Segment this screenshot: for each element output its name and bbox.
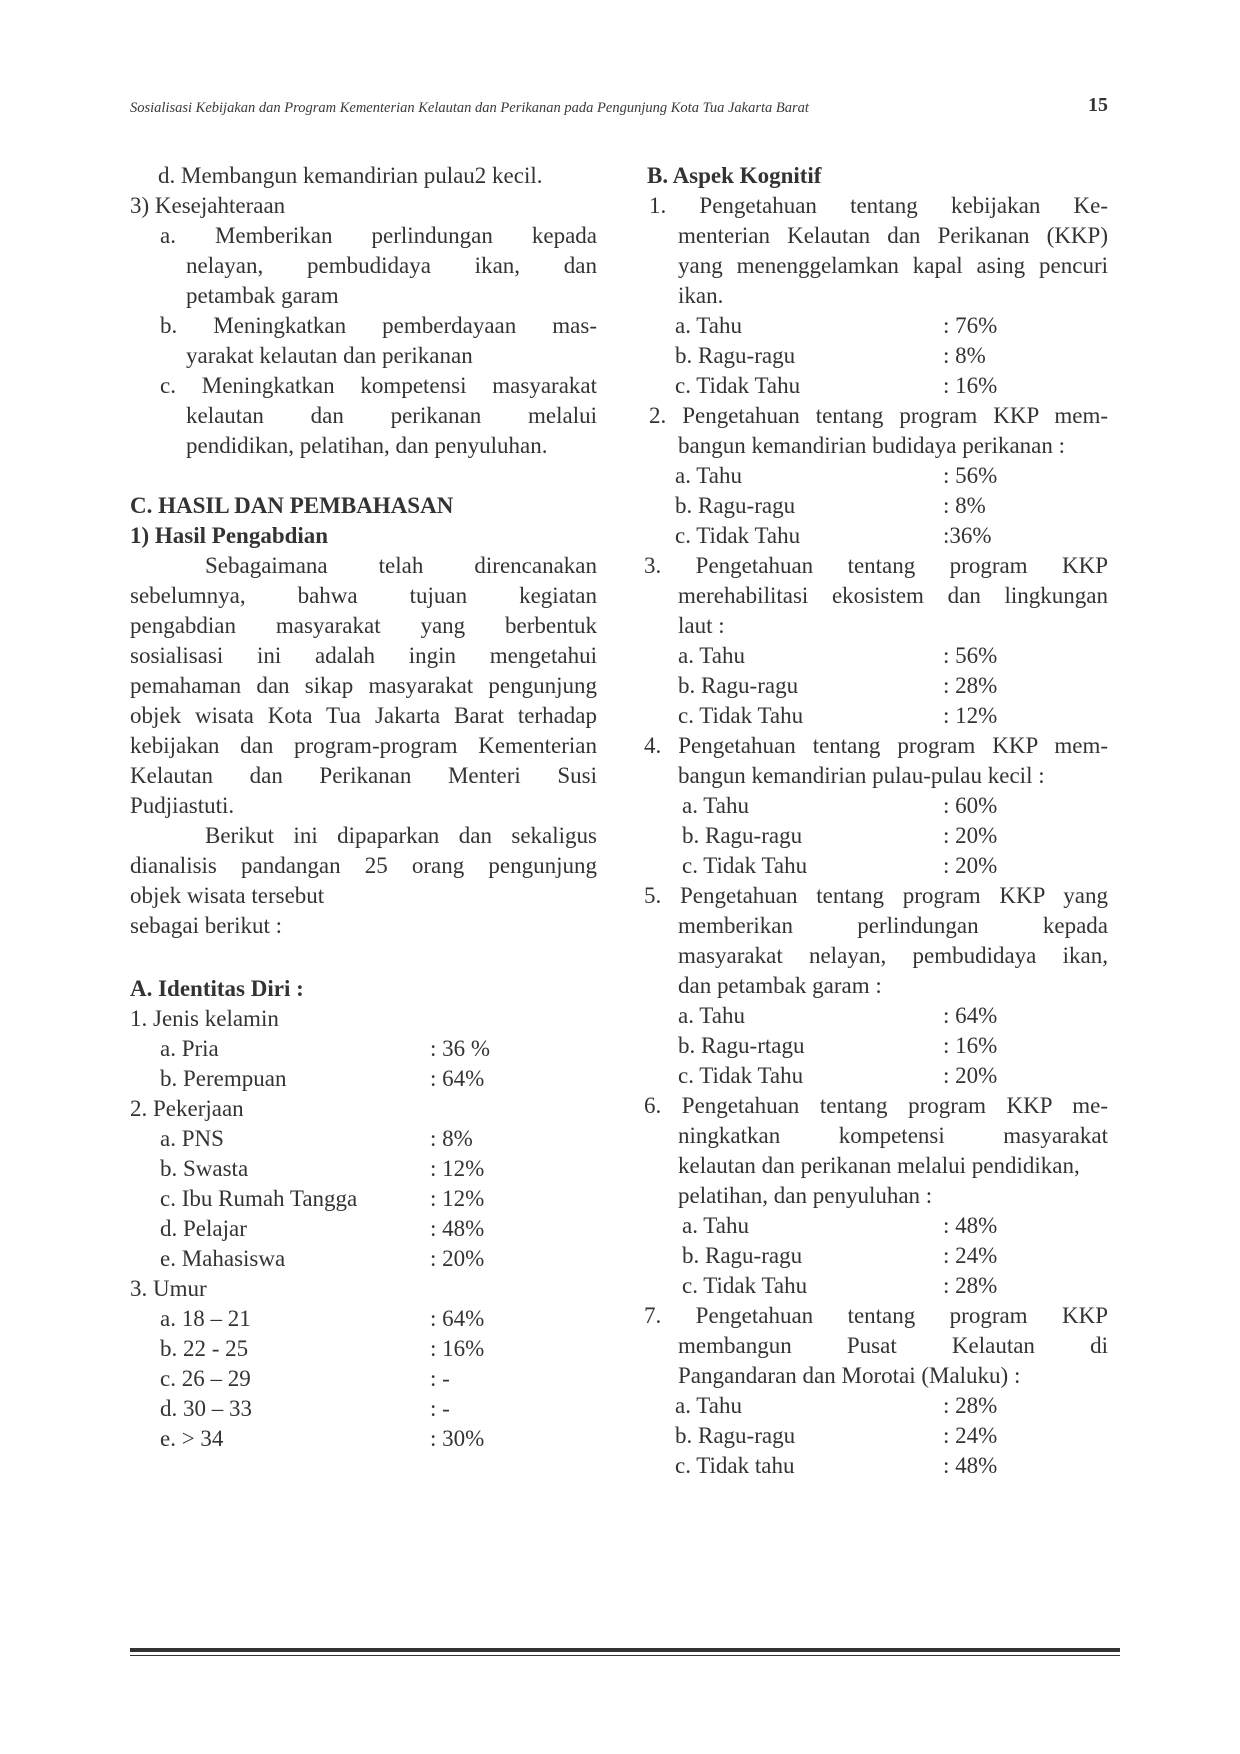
- answer-label: b. Ragu-ragu: [675, 493, 796, 518]
- list-item: b. Meningkatkan pemberdayaan mas-: [160, 313, 597, 338]
- question-line: kelautan dan perikanan melalui pendidikan,: [678, 1153, 1080, 1178]
- list-item-label: b. Swasta: [160, 1156, 249, 1181]
- question-line: menterian Kelautan dan Perikanan (KKP): [678, 223, 1108, 248]
- answer-value: : 20%: [943, 853, 998, 878]
- answer-label: a. Tahu: [678, 1003, 745, 1028]
- list-item-value: : 64%: [430, 1066, 485, 1091]
- list-item-value: : -: [430, 1396, 450, 1421]
- list-item-label: a. 18 – 21: [160, 1306, 251, 1331]
- answer-label: c. Tidak Tahu: [678, 703, 804, 728]
- answer-label: a. Tahu: [675, 1393, 742, 1418]
- answer-label: c. Tidak tahu: [675, 1453, 795, 1478]
- answer-value: : 64%: [943, 1003, 998, 1028]
- question-line: 2. Pengetahuan tentang program KKP mem-: [649, 403, 1108, 428]
- answer-value: : 56%: [943, 643, 998, 668]
- paragraph-line: pemahaman dan sikap masyarakat pengunjung: [130, 673, 597, 698]
- question-line: dan petambak garam :: [678, 973, 882, 998]
- question-line: 3. Pengetahuan tentang program KKP: [644, 553, 1108, 578]
- question-line: laut :: [678, 613, 725, 638]
- answer-label: a. Tahu: [675, 313, 742, 338]
- answer-label: a. Tahu: [675, 463, 742, 488]
- paragraph-line: objek wisata tersebut: [130, 883, 325, 908]
- footer-rule: [130, 1648, 1120, 1652]
- list-heading: 3) Kesejahteraan: [130, 193, 286, 218]
- answer-label: c. Tidak Tahu: [675, 523, 801, 548]
- list-item-value: : 48%: [430, 1216, 485, 1241]
- list-item-continued: kelautan dan perikanan melalui: [186, 403, 597, 428]
- answer-label: c. Tidak Tahu: [682, 853, 808, 878]
- list-heading: 3. Umur: [130, 1276, 207, 1301]
- list-item-label: d. 30 – 33: [160, 1396, 252, 1421]
- paragraph-line: sosialisasi ini adalah ingin mengetahui: [130, 643, 597, 668]
- question-line: memberikan perlindungan kepada: [678, 913, 1108, 938]
- answer-value: : 16%: [943, 373, 998, 398]
- question-line: ikan.: [678, 283, 724, 308]
- list-item-label: e. Mahasiswa: [160, 1246, 286, 1271]
- answer-value: :36%: [943, 523, 992, 548]
- question-line: 6. Pengetahuan tentang program KKP me-: [644, 1093, 1108, 1118]
- question-line: pelatihan, dan penyuluhan :: [678, 1183, 933, 1208]
- answer-value: : 48%: [943, 1453, 998, 1478]
- answer-value: : 8%: [943, 343, 986, 368]
- answer-label: b. Ragu-ragu: [675, 1423, 796, 1448]
- paragraph-line: objek wisata Kota Tua Jakarta Barat terhadap: [130, 703, 597, 728]
- list-item-value: : 20%: [430, 1246, 485, 1271]
- running-header: Sosialisasi Kebijakan dan Program Kementerian Kelautan dan Perikanan pada Pengunjung Kota Tua Jakarta Barat: [130, 100, 809, 116]
- list-item-label: c. Ibu Rumah Tangga: [160, 1186, 358, 1211]
- answer-value: : 20%: [943, 823, 998, 848]
- list-item-value: : 12%: [430, 1186, 485, 1211]
- answer-label: b. Ragu-ragu: [678, 673, 799, 698]
- section-heading: C. HASIL DAN PEMBAHASAN: [130, 493, 454, 518]
- answer-value: : 28%: [943, 673, 998, 698]
- list-item-label: b. 22 - 25: [160, 1336, 249, 1361]
- list-item-label: a. PNS: [160, 1126, 224, 1151]
- list-item-value: : 64%: [430, 1306, 485, 1331]
- answer-label: c. Tidak Tahu: [675, 373, 801, 398]
- answer-value: : 76%: [943, 313, 998, 338]
- answer-label: b. Ragu-rtagu: [678, 1033, 805, 1058]
- list-item-label: e. > 34: [160, 1426, 224, 1451]
- answer-label: b. Ragu-ragu: [682, 823, 803, 848]
- paragraph-line: pengabdian masyarakat yang berbentuk: [130, 613, 597, 638]
- answer-label: b. Ragu-ragu: [682, 1243, 803, 1268]
- answer-label: b. Ragu-ragu: [675, 343, 796, 368]
- question-line: Pangandaran dan Morotai (Maluku) :: [678, 1363, 1021, 1388]
- answer-value: : 24%: [943, 1423, 998, 1448]
- answer-value: : 24%: [943, 1243, 998, 1268]
- list-item-value: : 8%: [430, 1126, 473, 1151]
- question-line: membangun Pusat Kelautan di: [678, 1333, 1108, 1358]
- paragraph-line: Berikut ini dipaparkan dan sekaligus: [205, 823, 597, 848]
- list-heading: 1. Jenis kelamin: [130, 1006, 279, 1031]
- list-item-label: c. 26 – 29: [160, 1366, 251, 1391]
- answer-label: c. Tidak Tahu: [678, 1063, 804, 1088]
- answer-value: : 28%: [943, 1393, 998, 1418]
- list-item-continued: nelayan, pembudidaya ikan, dan: [186, 253, 597, 278]
- list-item-value: : 16%: [430, 1336, 485, 1361]
- answer-value: : 28%: [943, 1273, 998, 1298]
- section-heading: B. Aspek Kognitif: [647, 163, 822, 188]
- answer-value: : 8%: [943, 493, 986, 518]
- answer-label: a. Tahu: [678, 643, 745, 668]
- subsection-heading: 1) Hasil Pengabdian: [130, 523, 329, 548]
- question-line: bangun kemandirian budidaya perikanan :: [678, 433, 1066, 458]
- paragraph-line: kebijakan dan program-program Kementerian: [130, 733, 597, 758]
- answer-value: : 56%: [943, 463, 998, 488]
- question-line: 1. Pengetahuan tentang kebijakan Ke-: [649, 193, 1108, 218]
- list-item-continued: petambak garam: [186, 283, 339, 308]
- question-line: 7. Pengetahuan tentang program KKP: [644, 1303, 1108, 1328]
- section-heading: A. Identitas Diri :: [130, 976, 304, 1001]
- list-item-label: b. Perempuan: [160, 1066, 287, 1091]
- paragraph-line: sebelumnya, bahwa tujuan kegiatan: [130, 583, 597, 608]
- list-item: a. Memberikan perlindungan kepada: [160, 223, 597, 248]
- answer-value: : 16%: [943, 1033, 998, 1058]
- question-line: ningkatkan kompetensi masyarakat: [678, 1123, 1108, 1148]
- list-item-continued: yarakat kelautan dan perikanan: [186, 343, 473, 368]
- paragraph-line: Sebagaimana telah direncanakan: [205, 553, 597, 578]
- list-item-value: : 30%: [430, 1426, 485, 1451]
- answer-label: a. Tahu: [682, 1213, 749, 1238]
- list-item-value: : 12%: [430, 1156, 485, 1181]
- question-line: yang menenggelamkan kapal asing pencuri: [678, 253, 1108, 278]
- answer-value: : 20%: [943, 1063, 998, 1088]
- answer-label: a. Tahu: [682, 793, 749, 818]
- list-item: c. Meningkatkan kompetensi masyarakat: [160, 373, 597, 398]
- answer-value: : 60%: [943, 793, 998, 818]
- list-item-label: a. Pria: [160, 1036, 219, 1061]
- list-item-label: d. Pelajar: [160, 1216, 247, 1241]
- list-item: d. Membangun kemandirian pulau2 kecil.: [158, 163, 543, 188]
- answer-value: : 48%: [943, 1213, 998, 1238]
- answer-value: : 12%: [943, 703, 998, 728]
- page-number: 15: [1088, 94, 1108, 116]
- footer-rule-thin: [130, 1655, 1120, 1656]
- paragraph-line: sebagai berikut :: [130, 913, 283, 938]
- question-line: 4. Pengetahuan tentang program KKP mem-: [644, 733, 1108, 758]
- answer-label: c. Tidak Tahu: [682, 1273, 808, 1298]
- list-item-continued: pendidikan, pelatihan, dan penyuluhan.: [186, 433, 548, 458]
- list-item-value: : -: [430, 1366, 450, 1391]
- question-line: bangun kemandirian pulau-pulau kecil :: [678, 763, 1045, 788]
- question-line: merehabilitasi ekosistem dan lingkungan: [678, 583, 1108, 608]
- question-line: 5. Pengetahuan tentang program KKP yang: [644, 883, 1108, 908]
- list-heading: 2. Pekerjaan: [130, 1096, 244, 1121]
- paragraph-line: Kelautan dan Perikanan Menteri Susi: [130, 763, 597, 788]
- list-item-value: : 36 %: [430, 1036, 491, 1061]
- question-line: masyarakat nelayan, pembudidaya ikan,: [678, 943, 1108, 968]
- paragraph-line: dianalisis pandangan 25 orang pengunjung: [130, 853, 597, 878]
- paragraph-line: Pudjiastuti.: [130, 793, 235, 818]
